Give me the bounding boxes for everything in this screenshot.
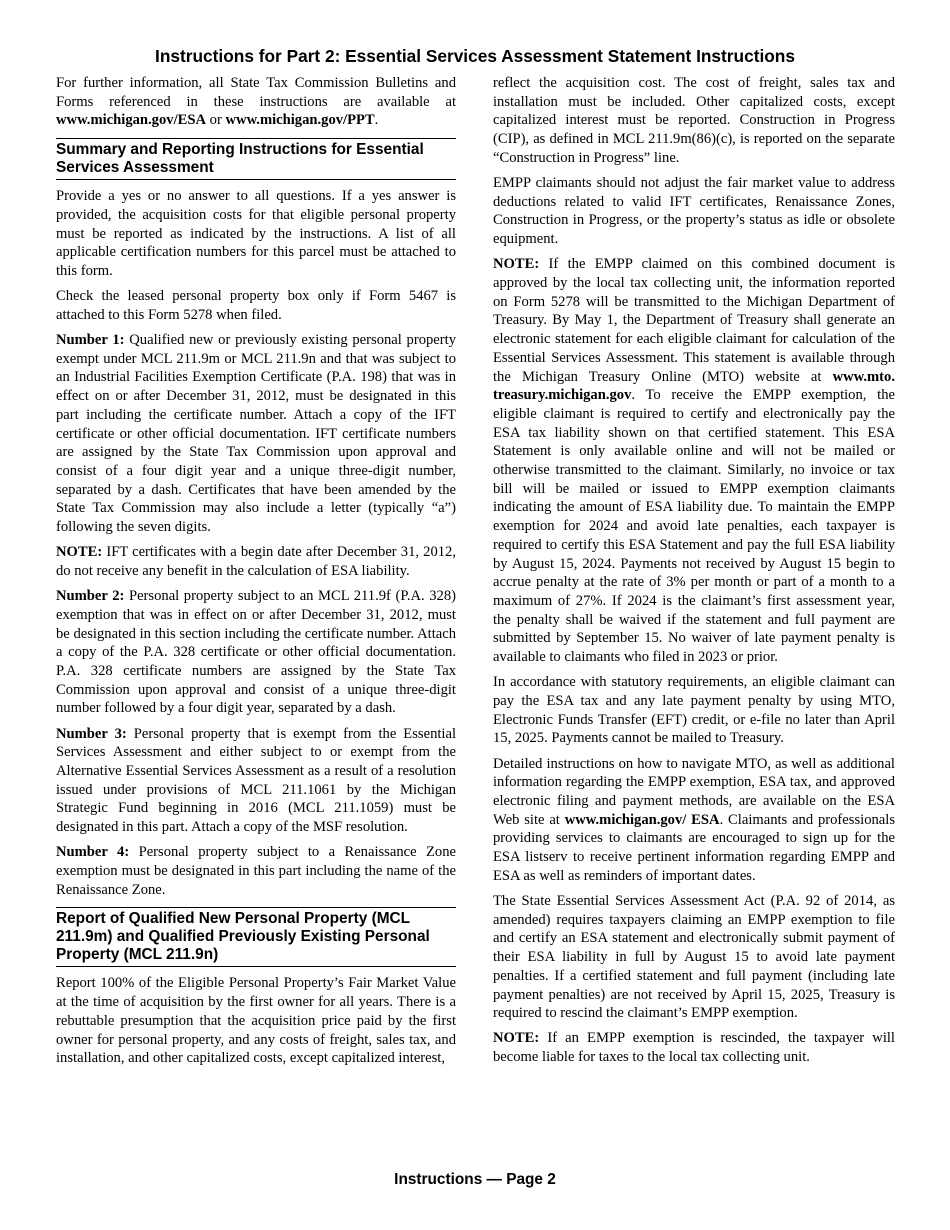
number-1-label: Number 1: [56,332,125,349]
number-2-text: Personal property subject to an MCL 211.9f (P.A. 328) exemption that was in effect on or after December 31, 2012, must be designated in this section including the certificate number. Attach a copy of the P.A. 328 certificate or other official documentation. P.A. 328 certificate numbers are assigned by the State Tax Commission upon approval and consist of a unique three-digit number followed by a four digit year, separated by a dash. [56,588,456,717]
note-label: NOTE: [493,1030,540,1047]
number-3-label: Number 3: [56,725,127,742]
number-2-paragraph [56,587,456,718]
note-text: IFT certificates with a begin date after December 31, 2012, do not receive any benefit in the calculation of ESA liability. [56,544,456,579]
left-column [56,74,456,1074]
number-3-paragraph [56,725,456,837]
note-text-continued: . To receive the EMPP exemption, the eligible claimant is required to certify and electronically pay the ESA tax liability shown on that certified statement. This ESA Statement is only available online and will not be mailed or otherwise transmitted to the claimant. Similarly, no invoice or tax bill will be mailed or issued to EMPP exemption claimants indicating the amount of ESA liability due. To maintain the EMPP exemption for 2024 and avoid late penalties, each taxpayer is required to certify this ESA Statement and pay the full ESA liability by August 15, 2024. Payments not received by August 15 begin to accrue penalty at the rate of 3% per month or part of a month to a maximum of 27%. If 2024 is the claimant’s first assessment year, the penalty shall be waived if the statement and full payment are submitted by September 15. No waiver of late payment penalty is available to claimants who filed in 2023 or prior. [493,387,895,666]
report-paragraph: Report 100% of the Eligible Personal Property’s Fair Market Value at the time of acquisition by the first owner for all years. There is a rebuttable presumption that the acquisition price paid by the first owner for personal property, and any costs of freight, sales tax, and installation, and other capitalized costs, except capitalized interest, [56,975,456,1067]
note-label: NOTE: [493,256,540,273]
mto-link[interactable]: www.mto. treasury.michigan.gov [493,368,895,404]
number-1-text: Qualified new or previously existing personal property exempt under MCL 211.9m or MCL 211.9n and that was subject to an Industrial Facilities Exemption Certificate (P.A. 198) that was in effect on or after December 31, 2012, must be designated in this part including the certificate number. Attach a copy of the IFT certificate or other official documentation. IFT certificate numbers are assigned by the State Tax Commission upon approval and consist of a four digit year and a unique three-digit number, separated by a dash. Certificates that have been amended by the State Tax Commission may also include a letter (typically “a”) following the seven digits. [56,332,456,536]
detailed-instructions-paragraph [493,755,895,886]
empp-adjust-paragraph: EMPP claimants should not adjust the fair market value to address deductions related to valid IFT certificates, Renaissance Zones, Construction in Progress, or the property’s status as idle or obsolete equipment. [493,175,895,248]
note-empp-paragraph [493,255,895,666]
detailed-text: Detailed instructions on how to navigate MTO, as well as additional information regarding the EMPP exemption, ESA tax, and approved electronic filing and payment methods, are available on the ESA Web site at [493,755,895,828]
number-1-paragraph [56,331,456,537]
right-column [493,74,895,1073]
note-text: If the EMPP claimed on this combined document is approved by the local tax collecting unit, the information reported on Form 5278 will be transmitted to the Michigan Department of Treasury. By May 1, the Department of Treasury shall generate an electronic statement for each eligible claimant for calculation of the Essential Services Assessment. This statement is available through the Michigan Treasury Online (MTO) website at [493,256,895,385]
number-4-paragraph [56,843,456,899]
intro-or: or [206,112,226,129]
section-heading-summary: Summary and Reporting Instructions for Essential Services Assessment [56,138,456,180]
acquisition-cost-paragraph: reflect the acquisition cost. The cost of freight, sales tax and installation must be included. Other capitalized costs, except capitalized interest must be reported. Construction in Progress (CIP), as defined in MCL 211.9m(86)(c), is reported on the separate “Construction in Progress” line. [493,75,895,166]
ppt-link[interactable]: www.michigan.gov/PPT [225,112,375,129]
number-2-label: Number 2: [56,588,125,605]
number-4-text: Personal property subject to a Renaissance Zone exemption must be designated in this part including the name of the Renaissance Zone. [56,844,456,898]
intro-paragraph [56,74,456,130]
esa-website-link[interactable]: www.michigan.gov/ ESA [564,811,720,828]
detailed-text-continued: . Claimants and professionals providing services to claimants are encouraged to sign up for the ESA listserv to receive pertinent information regarding EMPP and ESA as well as reminders of important dates. [493,811,895,884]
esa-act-paragraph: The State Essential Services Assessment Act (P.A. 92 of 2014, as amended) requires taxpayers claiming an EMPP exemption to file and certify an ESA statement and electronically submit payment of their ESA liability in full by August 15 to avoid late payment penalties. If a certified statement and full payment (including late payment penalties) are not received by April 15, 2025, Treasury is required to rescind the claimant’s EMPP exemption. [493,893,895,1022]
note-rescinded-paragraph [493,1029,895,1066]
intro-end: . [374,112,379,129]
intro-text: For further information, all State Tax Commission Bulletins and Forms referenced in these instructions are available at [56,75,456,110]
number-4-label: Number 4: [56,844,130,861]
note-text: If an EMPP exemption is rescinded, the taxpayer will become liable for taxes to the local tax collecting unit. [493,1030,895,1066]
page-title: Instructions for Part 2: Essential Services Assessment Statement Instructions [155,46,795,66]
leased-paragraph: Check the leased personal property box only if Form 5467 is attached to this Form 5278 when filed. [56,288,456,323]
number-3-text: Personal property that is exempt from the Essential Services Assessment and either subject to or exempt from the Alternative Essential Services Assessment as a result of a resolution issued under provisions of MCL 211.1061 by the Michigan Strategic Fund beginning in 2016 (MCL 211.1059) must be designated in this part. Attach a copy of the MSF resolution. [56,725,457,836]
esa-link[interactable]: www.michigan.gov/ESA [56,112,207,129]
page-footer: Instructions — Page 2 [394,1171,556,1188]
statutory-paragraph: In accordance with statutory requirements, an eligible claimant can pay the ESA tax and any late payment penalty by using MTO, Electronic Funds Transfer (EFT) credit, or e-file no later than April 15, 2025. Payments cannot be mailed to Treasury. [493,674,895,747]
section-heading-report: Report of Qualified New Personal Property (MCL 211.9m) and Qualified Previously Existing Personal Property (MCL 211.9n) [56,907,456,967]
note-ift-paragraph [56,543,456,580]
yes-no-paragraph: Provide a yes or no answer to all questions. If a yes answer is provided, the acquisition costs for that eligible personal property must be reported as indicated by the instructions. A list of all applicable certification numbers for this parcel must be attached to this form. [56,188,456,279]
note-label: NOTE: [56,544,103,561]
